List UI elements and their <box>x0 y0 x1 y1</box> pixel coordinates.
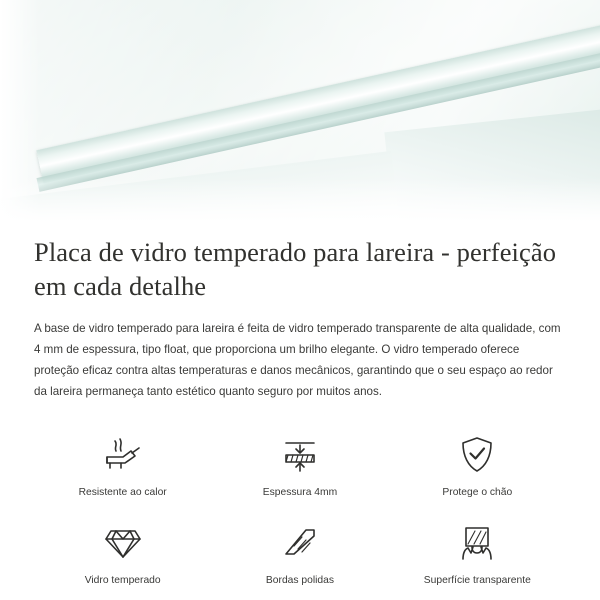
product-description-text: A base de vidro temperado para lareira é feita de vidro temperado transparente de alta qualidade, com 4 mm de espessura, tipo float, que proporciona um brilho elegante. O vidro temperado oferece proteção eficaz contra altas temperaturas e danos mecânicos, garantindo que o seu espaço ao redor da lareira permaneça tanto estético quanto seguro por muitos anos. <box>34 321 561 399</box>
shield-check-icon <box>454 432 500 478</box>
diamond-icon <box>100 520 146 566</box>
feature-item-floor-protection <box>389 424 566 505</box>
feature-label: Protege o chão <box>442 487 513 499</box>
feature-item-thickness <box>211 424 388 505</box>
feature-grid <box>34 424 566 593</box>
feature-item-tempered-glass <box>34 512 211 593</box>
feature-label: Vidro temperado <box>84 574 161 586</box>
hero-bottom-fade <box>0 178 600 228</box>
content-area <box>0 228 600 593</box>
hero-image <box>0 0 600 228</box>
feature-label: Superfície transparente <box>423 574 531 586</box>
feature-item-polished-edges <box>211 512 388 593</box>
polished-edges-icon <box>277 520 323 566</box>
thickness-4mm-icon <box>277 432 323 478</box>
heat-resistant-icon <box>100 432 146 478</box>
feature-item-heat-resistant <box>34 424 211 505</box>
feature-item-transparent-surface <box>389 512 566 593</box>
feature-label: Bordas polidas <box>265 574 335 586</box>
feature-label: Espessura 4mm <box>262 487 338 499</box>
transparent-surface-icon <box>454 520 500 566</box>
feature-label: Resistente ao calor <box>78 487 167 499</box>
page-title: Placa de vidro temperado para lareira - perfeição em cada detalhe <box>34 237 557 301</box>
